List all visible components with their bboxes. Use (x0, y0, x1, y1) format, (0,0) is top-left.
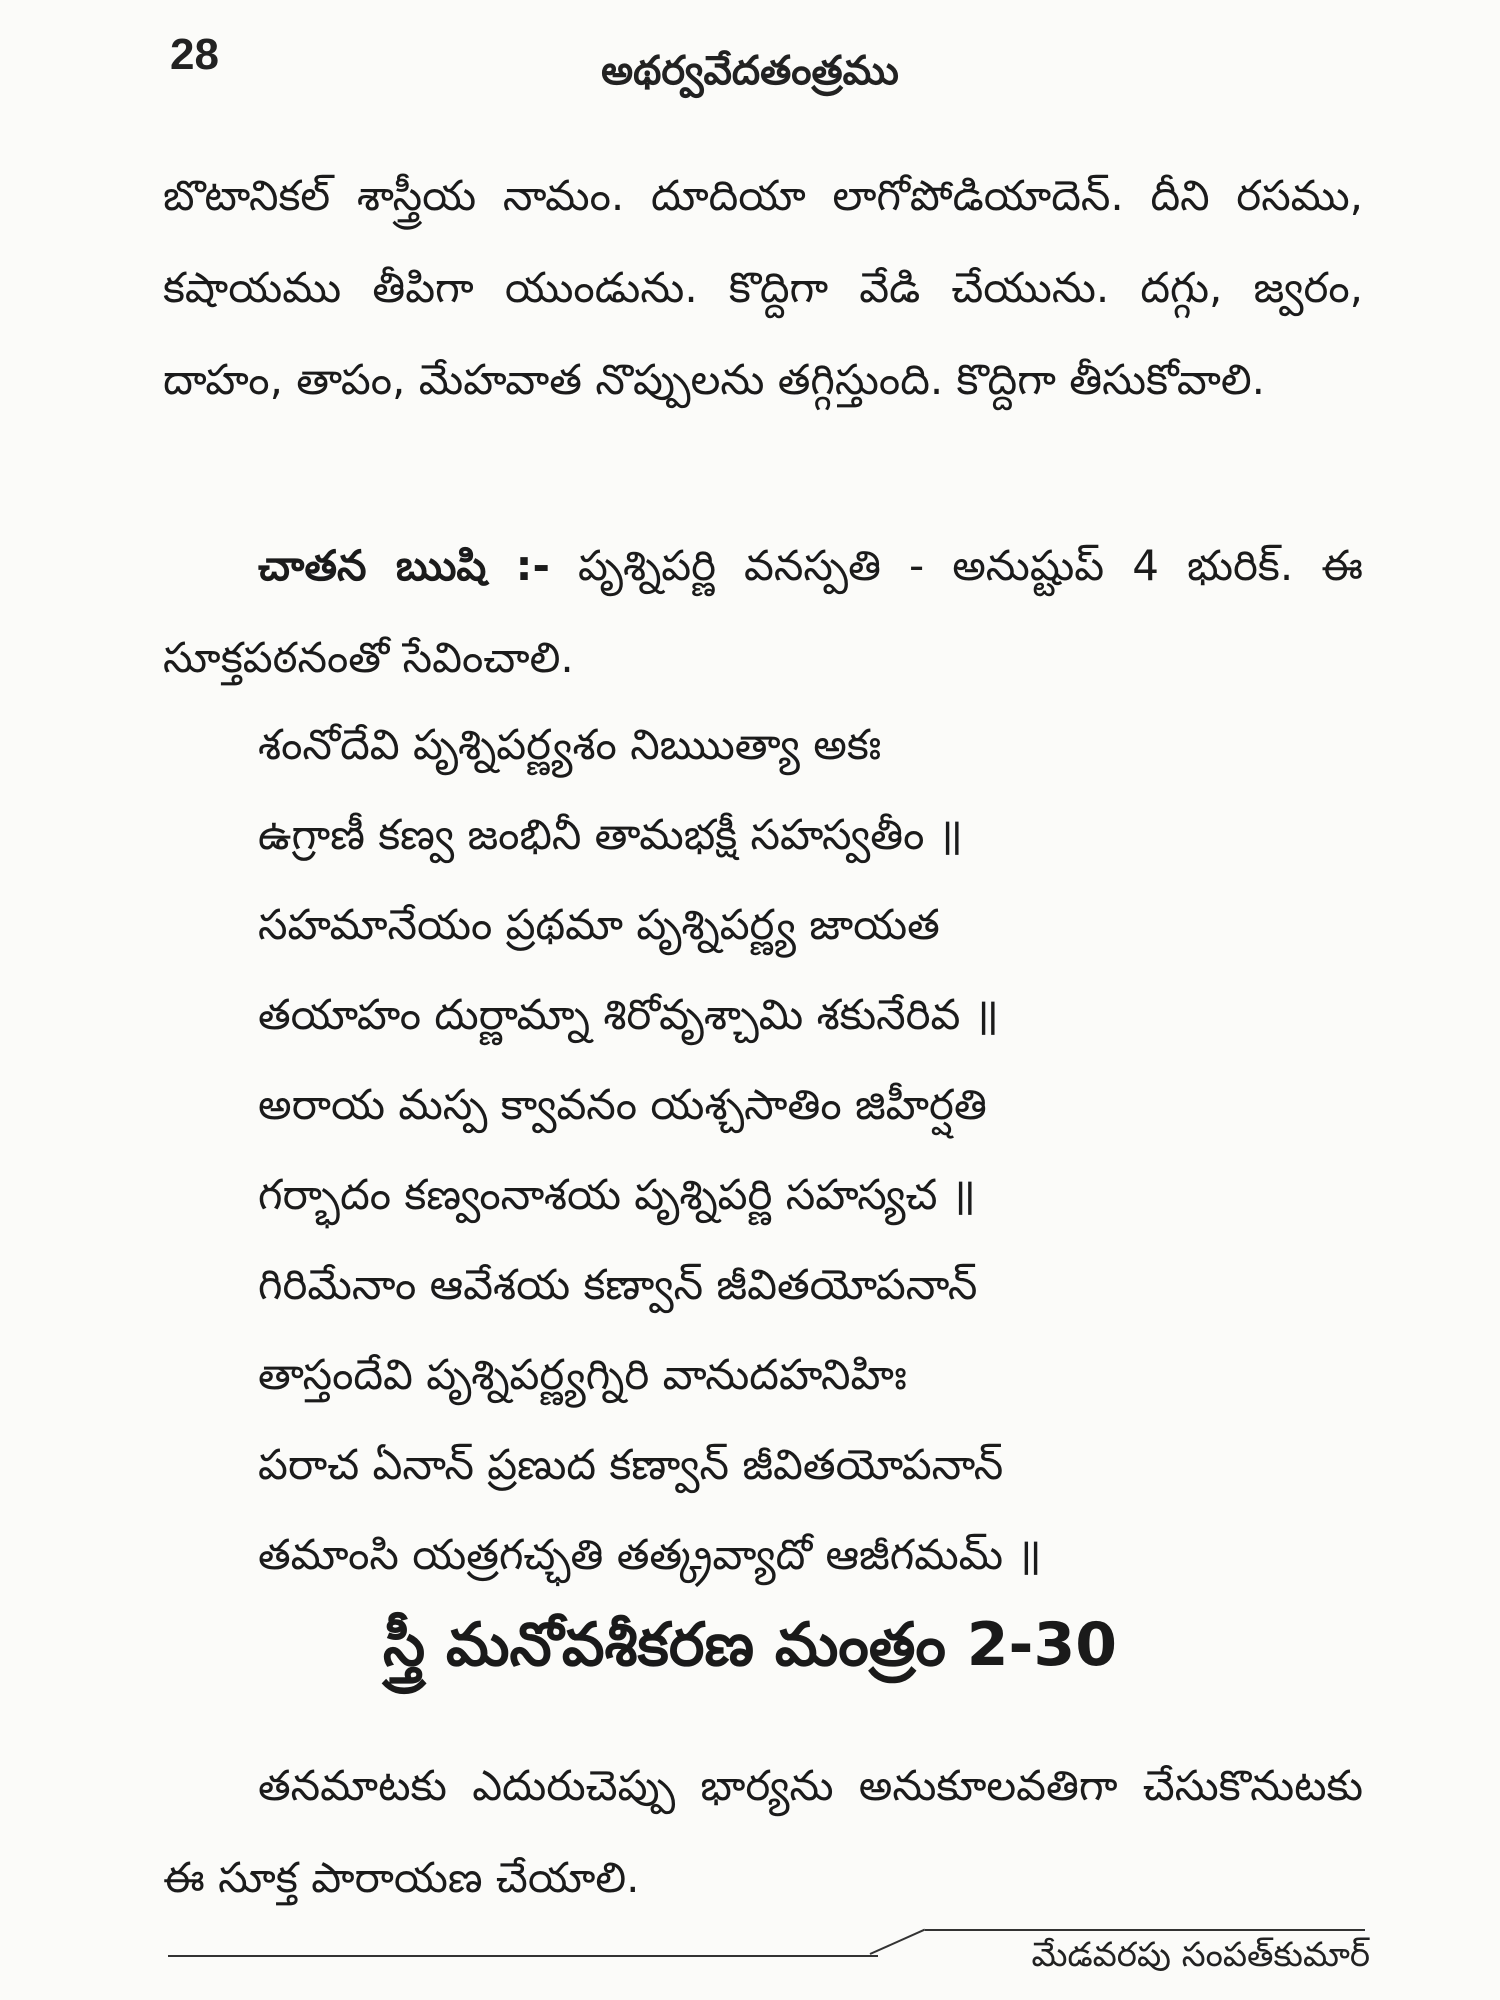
page-number: 28 (170, 30, 219, 79)
section-heading: స్త్రీ మనోవశీకరణ మంత్రం 2-30 (383, 1610, 1117, 1680)
verse-line: శంనోదేవి పృశ్నిపర్ణ్యశం నిఋుత్యా అకః (258, 720, 882, 769)
paragraph-1: బొటానికల్ శాస్త్రీయ నామం. దూదియా లాగోపోడియాదెన్. దీని రసము, కషాయము తీపిగా యుండును. కొద్దిగా వేడి చేయును. దగ్గు, జ్వరం, దాహం, తాపం, మేహవాత నొప్పులను తగ్గిస్తుంది. కొద్దిగా తీసుకోవాలి. (163, 171, 1363, 404)
verse-line: తాస్తందేవి పృశ్నిపర్ణ్యగ్నిరి వానుదహనిహిః (258, 1350, 907, 1399)
footer-author: మేడవరపు సంపత్‌కుమార్ (1031, 1935, 1370, 1975)
rishi-text: పృశ్నిపర్ణి వనస్పతి - అనుష్టుప్ 4 భురిక్. ఈ సూక్తపఠనంతో సేవించాలి. (163, 541, 1364, 682)
verse-list (258, 700, 1308, 1600)
rishi-label: చాతన ఋషి :- (258, 541, 550, 590)
verse-line: అరాయ మస్ప క్వావనం యశ్చసాతిం జిహీర్షతి (258, 1080, 987, 1129)
footer-rule (168, 1955, 878, 1957)
verse-line: గిరిమేనాం ఆవేశయ కణ్వాన్ జీవితయోపనాన్ (258, 1260, 978, 1309)
paragraph-2: తనమాటకు ఎదురుచెప్పు భార్యను అనుకూలవతిగా చేసుకొనుటకు ఈ సూక్త పారాయణ చేయాలి. (163, 1761, 1363, 1902)
footer-rule-slant (870, 1929, 926, 1955)
verse-line: గర్భాదం కణ్వంనాశయ పృశ్నిపర్ణి సహస్యచ ॥ (258, 1170, 976, 1219)
verse-line: ఉగ్రాణీ కణ్వ జంభినీ తామభక్షీ సహస్వతీం ॥ (258, 810, 963, 859)
verse-line: పరాచ ఏనాన్ ప్రణుద కణ్వాన్ జీవితయోపనాన్ (258, 1440, 1004, 1489)
rishi-paragraph (163, 520, 1363, 704)
verse-line: తమాంసి యత్రగచ్ఛతి తత్క్రవ్యాదో ఆజీగమమ్ ॥ (258, 1530, 1042, 1579)
verse-line: సహమానేయం ప్రథమా పృశ్నిపర్ణ్య జాయత (258, 900, 940, 949)
verse-line: తయాహం దుర్ణామ్నా శిరోవృశ్చామి శకునేరివ ॥ (258, 990, 999, 1039)
running-title: అథర్వవేదతంత్రము (601, 48, 899, 94)
